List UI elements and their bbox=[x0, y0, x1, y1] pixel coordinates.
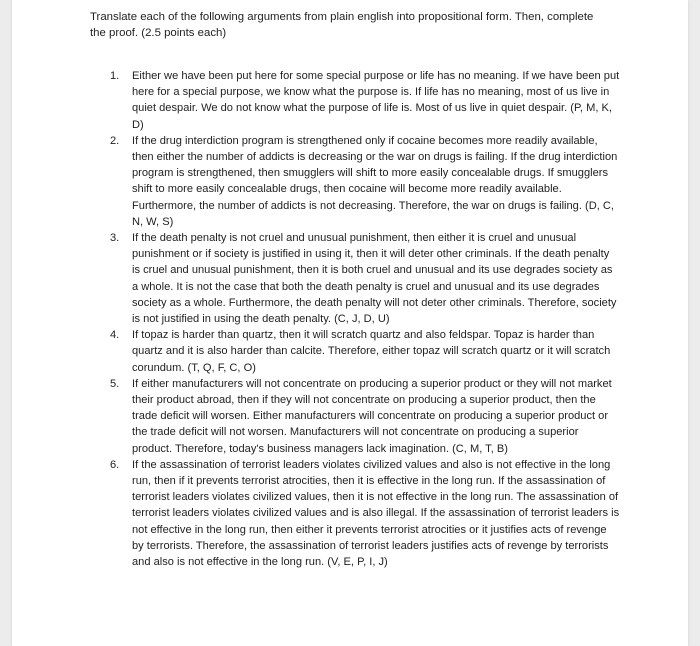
question-number: 2. bbox=[110, 134, 120, 147]
question-item-1 bbox=[110, 68, 620, 133]
question-text: If the drug interdiction program is strengthened only if cocaine becomes more readily available, then either the number of addicts is decreasing or the war on drugs is failing. If the drug interdiction program is strengthened, then smugglers will shift to more easily concealable drugs. If smugglers shift to more easily concealable drugs, then cocaine will become more readily available. Furthermore, the number of addicts is not decreasing. Therefore, the war on drugs is failing. (D, C, N, W, S) bbox=[132, 134, 618, 228]
question-item-4 bbox=[110, 327, 620, 376]
question-number: 4. bbox=[110, 329, 120, 342]
question-number: 3. bbox=[110, 232, 120, 245]
question-text: If topaz is harder than quartz, then it will scratch quartz and also feldspar. Topaz is harder than quartz and it is also harder than calcite. Therefore, either topaz will scratch quartz or it will scratch corundum. (T, Q, F, C, O) bbox=[132, 329, 611, 374]
question-number: 1. bbox=[110, 70, 120, 82]
question-item-2 bbox=[110, 133, 620, 230]
question-text: If the death penalty is not cruel and unusual punishment, then either it is cruel and unusual punishment or if society is justified in using it, then it will deter other criminals. If the death penalty is cruel and unusual punishment, then it is both cruel and unusual and its use degrades society as a whole. It is not the case that both the death penalty is cruel and unusual and its use degrades society as a whole. Furthermore, the death penalty will not deter other criminals. Therefore, society is not justified in using the death penalty. (C, J, D, U) bbox=[132, 232, 617, 326]
question-number: 6. bbox=[110, 458, 120, 471]
document-page bbox=[12, 0, 688, 646]
question-text: If either manufacturers will not concentrate on producing a superior product or they will not market their product abroad, then if they will not concentrate on producing a superior product, then the trade deficit will worsen. Either manufacturers will concentrate on producing a superior product or the trade deficit will not worsen. Manufacturers will not concentrate on producing a superior product. Therefore, today's business managers lack imagination. (C, M, T, B) bbox=[132, 377, 612, 455]
question-text: If the assassination of terrorist leaders violates civilized values and also is not effective in the long run, then if it prevents terrorist atrocities, then it is effective in the long run. If the assassination of terrorist leaders violates civilized values, then it is not effective in the long run. The assassination of terrorist leaders violates civilized values and is also illegal. If the assassination of terrorist leaders is not effective in the long run, then either it prevents terrorist atrocities or it justifies acts of revenge by terrorists. Therefore, the assassination of terrorist leaders justifies acts of revenge by terrorists and also is not effective in the long run. (V, E, P, I, J) bbox=[132, 458, 620, 569]
question-item-5 bbox=[110, 376, 620, 457]
question-number: 5. bbox=[110, 377, 120, 390]
question-item-6 bbox=[110, 457, 620, 570]
question-text: Either we have been put here for some special purpose or life has no meaning. If we have been put here for a special purpose, we know what the purpose is. If life has no meaning, most of us live in quiet despair. We do not know what the purpose of life is. Most of us live in quiet despair. (P, M, K, D) bbox=[132, 70, 620, 131]
question-item-3 bbox=[110, 230, 620, 327]
question-list bbox=[110, 68, 620, 570]
instructions-text: Translate each of the following arguments from plain english into propositional form. Then, complete the proof. (2.5 points each) bbox=[90, 11, 594, 39]
